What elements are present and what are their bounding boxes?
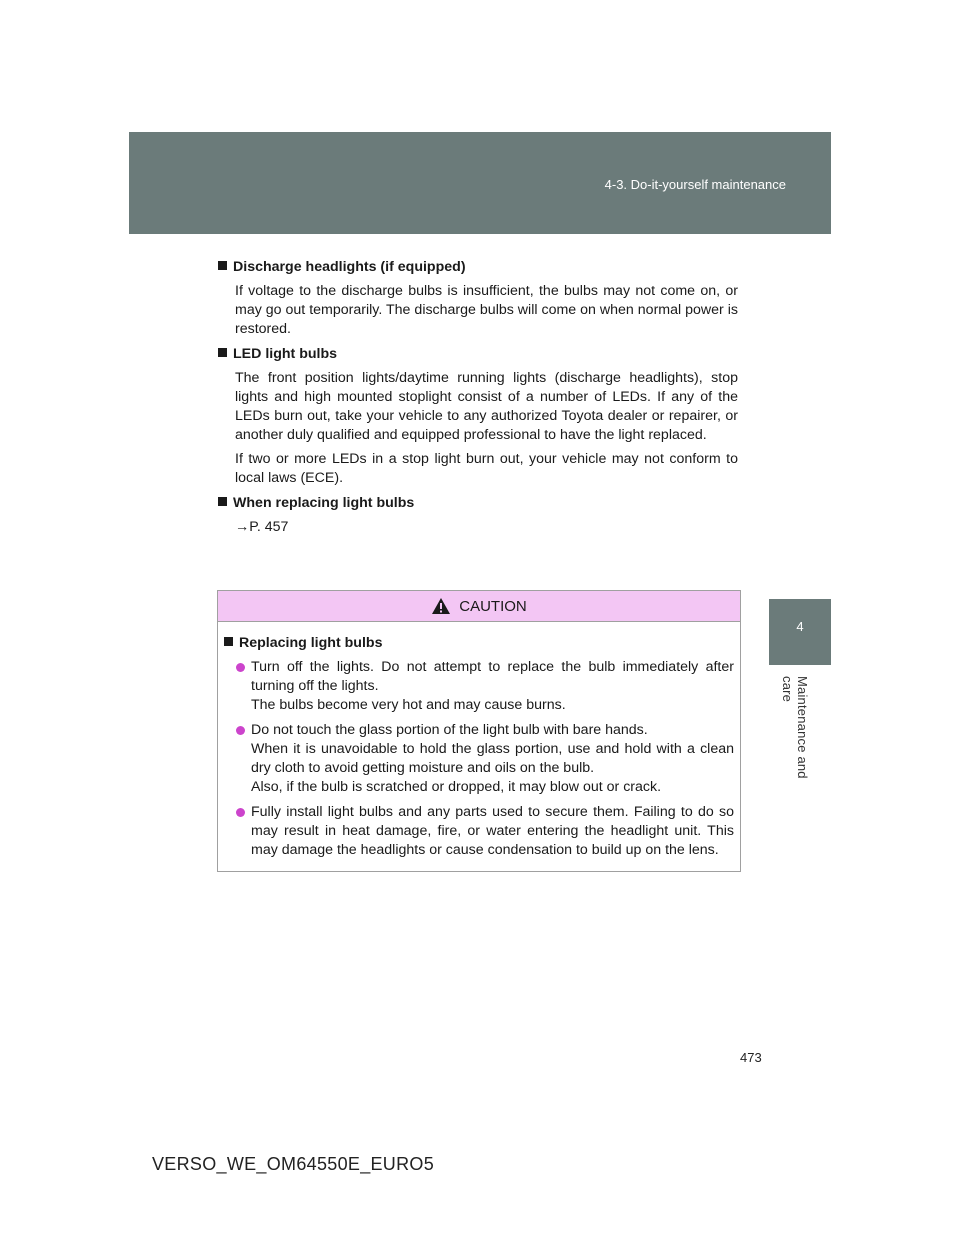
header-bar — [129, 132, 831, 234]
square-bullet-icon — [218, 497, 227, 506]
caution-body — [218, 622, 740, 860]
bullet-line: Turn off the lights. Do not attempt to replace the bulb immediately after turning off the lights. — [251, 659, 734, 694]
chapter-number: 4 — [796, 619, 804, 634]
bullet-line: When it is unavoidable to hold the glass portion, use and hold with a clean dry cloth to avoid getting moisture and oils on the bulb. — [251, 741, 734, 776]
chapter-label: Maintenance and care — [780, 676, 810, 779]
warning-triangle-icon — [431, 597, 451, 615]
square-bullet-icon — [224, 637, 233, 646]
bullet-dot-icon — [236, 663, 245, 672]
section-heading: Discharge headlights (if equipped) — [233, 259, 466, 275]
main-content — [218, 258, 738, 543]
section-heading: LED light bulbs — [233, 346, 338, 362]
caution-heading: Replacing light bulbs — [239, 635, 383, 651]
caution-header — [218, 591, 740, 622]
caution-title: CAUTION — [459, 597, 527, 615]
bullet-line: Do not touch the glass portion of the light bulb with bare hands. — [251, 722, 648, 738]
section-replacing — [218, 494, 738, 537]
bullet-line: Also, if the bulb is scratched or dropped, it may blow out or crack. — [251, 779, 662, 795]
square-bullet-icon — [218, 261, 227, 270]
section-title: 4-3. Do-it-yourself maintenance — [604, 177, 786, 192]
caution-box — [217, 590, 741, 872]
section-heading: When replacing light bulbs — [233, 495, 415, 511]
section-paragraph: If two or more LEDs in a stop light burn out, your vehicle may not conform to local laws (ECE). — [235, 451, 738, 486]
page-number: 473 — [740, 1050, 762, 1065]
bullet-line: Fully install light bulbs and any parts used to secure them. Failing to do so may result in heat damage, fire, or water entering the headlight unit. This may damage the headlights or cause condensation to build up on the lens. — [251, 804, 734, 858]
page-reference-link[interactable]: →P. 457 — [235, 519, 289, 535]
bullet-line: The bulbs become very hot and may cause burns. — [251, 697, 566, 713]
bullet-dot-icon — [236, 726, 245, 735]
section-paragraph: If voltage to the discharge bulbs is insufficient, the bulbs may not come on, or may go out temporarily. The discharge bulbs will come on when normal power is restored. — [235, 283, 738, 337]
caution-bullet — [236, 803, 734, 860]
document-code: VERSO_WE_OM64550E_EURO5 — [152, 1154, 435, 1174]
caution-bullet — [236, 658, 734, 715]
square-bullet-icon — [218, 348, 227, 357]
bullet-dot-icon — [236, 808, 245, 817]
chapter-tab — [769, 599, 831, 665]
caution-bullet — [236, 721, 734, 797]
section-led — [218, 345, 738, 488]
section-discharge — [218, 258, 738, 339]
section-paragraph: The front position lights/daytime running lights (discharge headlights), stop lights and high mounted stoplight consist of a number of LEDs. If any of the LEDs burn out, take your vehicle to any authorized Toyota dealer or repairer, or another duly qualified and equipped professional to have the light replaced. — [235, 370, 738, 443]
